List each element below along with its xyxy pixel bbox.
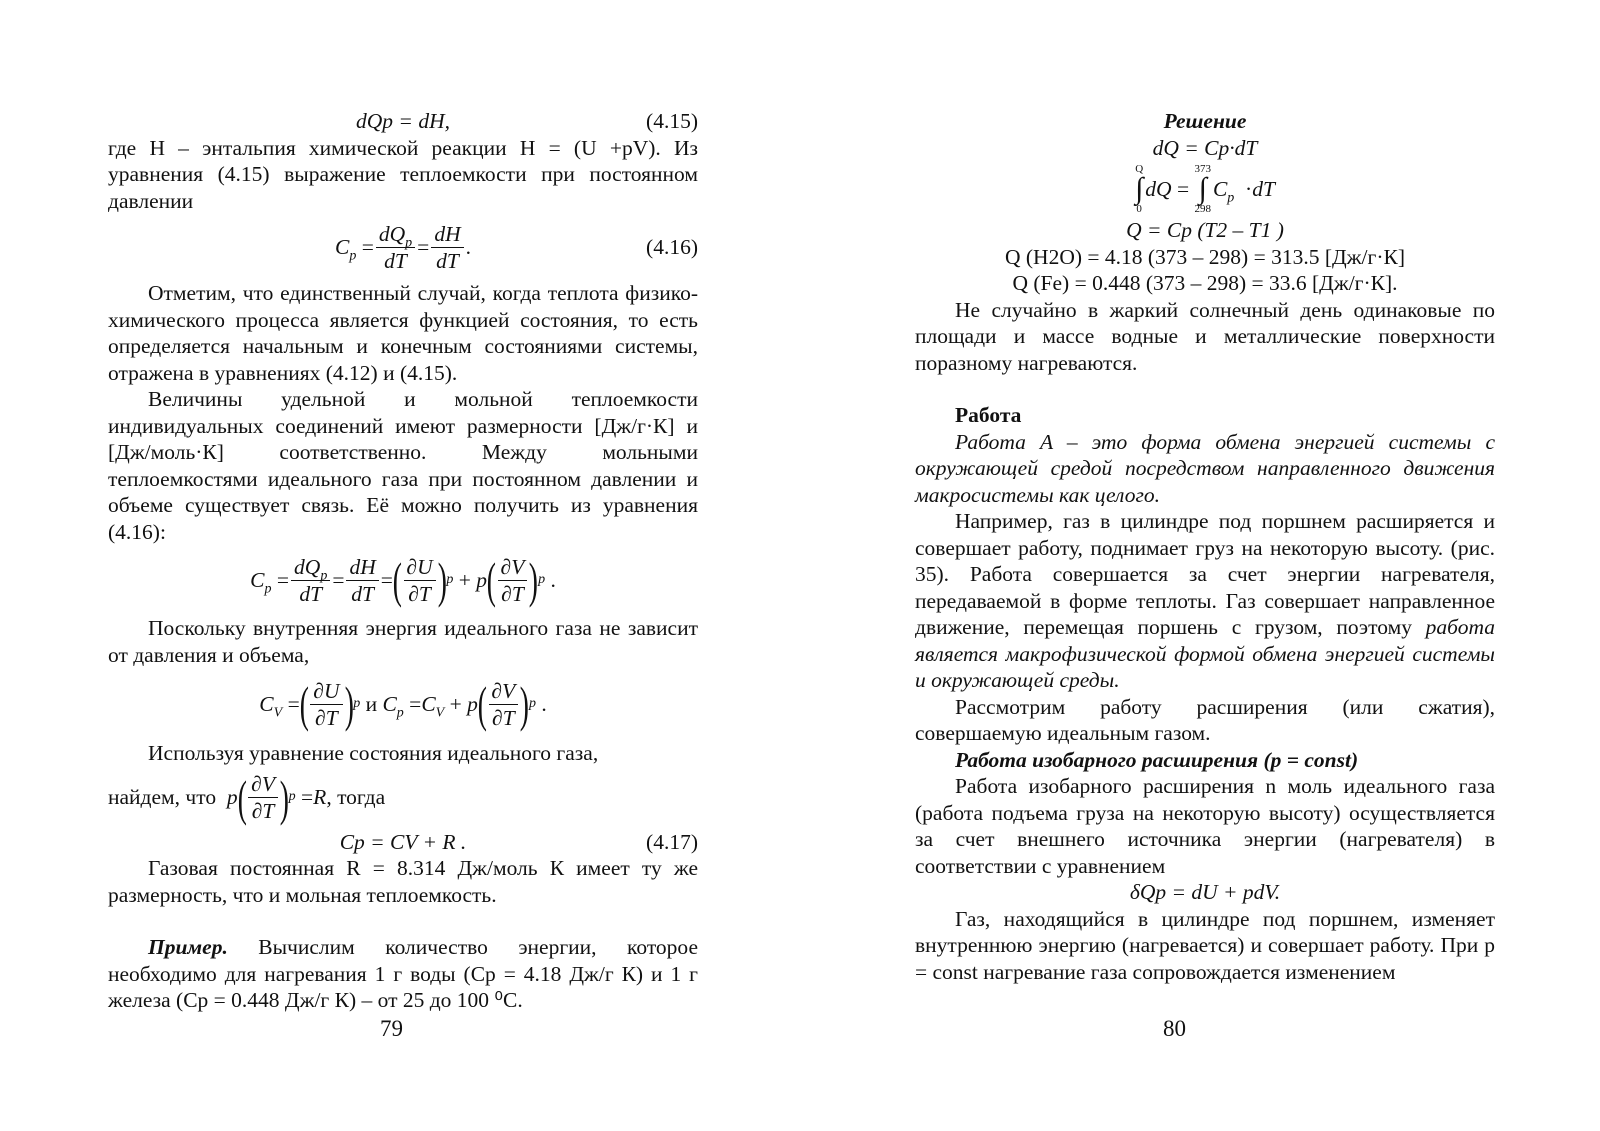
subsection-title-text: Работа изобарного расширения (p = const): [955, 747, 1359, 772]
equation-cp-derivation: $C_p$ = $\frac{dQ_p}{dT}$ = $\frac{dH}{dT}$ = ( $\frac{\partial U}{\partial T}$ ) p + p ( $\frac{\partial V}{\partial T}$ ) p .: [250, 552, 556, 608]
text: Например, газ в цилиндре под поршнем расширяется и совершает работу, поднимает груз на некоторую высоту. (рис. 35). Работа совершается за счет энергии нагревателя, передаваемой в форме теплоты. Газ совершает направленное движение, перемещая поршень с грузом, поэтому: [915, 509, 1495, 639]
example-label: Пример.: [148, 935, 228, 959]
int-lower-limit: 298: [1194, 203, 1211, 215]
paragraph: Поскольку внутренняя энергия идеального газа не зависит от давления и объема,: [108, 616, 698, 667]
equation-4-16: $C_p$ = $\frac{dQ_p}{dT}$ = $\frac{dH}{dT}$ . (4.16): [335, 221, 698, 273]
equation-water: Q (H2O) = 4.18 (373 – 298) = 313.5 [Дж/г·К]: [1005, 244, 1405, 269]
paragraph: где H – энтальпия химической реакции H = (U +pV). Из уравнения (4.15) выражение теплоемкости при постоянном давлении: [108, 135, 698, 213]
equation-4-15: [108, 108, 698, 135]
paragraph: [915, 508, 1495, 694]
equation-dq: dQ = Cp·dT: [1152, 135, 1258, 160]
solution-title-text: Решение: [1163, 109, 1247, 133]
eq-number: (4.17): [646, 829, 698, 854]
int-upper-limit: Q: [1135, 163, 1144, 175]
eq-number: (4.15): [646, 109, 698, 133]
paragraph: Не случайно в жаркий солнечный день одинаковые по площади и массе водные и металлические поверхности поразному нагреваются.: [915, 297, 1495, 375]
and-word: и: [365, 691, 378, 716]
equation-cv-cp: $C_V$ = ( $\frac{\partial U}{\partial T}$ ) p и $C_p$ = $C_V$ + p ( $\frac{\partial V}{\partial T}$ ) p .: [259, 676, 547, 732]
page-number-left: 79: [380, 1016, 403, 1041]
text: найдем, что: [108, 785, 217, 810]
eq-4-15-text: dQp = dH,: [356, 109, 450, 133]
paragraph: Газовая постоянная R = 8.314 Дж/моль К имеет ту же размерность, что и мольная теплоемкость.: [108, 856, 698, 907]
subsection-title: [915, 747, 1495, 774]
italic-text: работа является макрофизической формой обмена энергией системы и окружающей среды.: [915, 615, 1495, 692]
paragraph: Рассмотрим работу расширения (или сжатия), совершаемую идеальным газом.: [915, 694, 1495, 745]
eq-4-17-text: Cp = CV + R .: [339, 829, 467, 854]
equation-iron: Q (Fe) = 0.448 (373 – 298) = 33.6 [Дж/г·К].: [1012, 271, 1398, 295]
equation-integral: Q ∫ 0 dQ = 373 ∫ 298 $C_p$ · dT: [1135, 163, 1275, 215]
definition-paragraph: Работа A – это форма обмена энергией системы с окружающей средой посредством направленного движения макросистемы как целого.: [915, 429, 1495, 507]
eq-number: (4.16): [646, 235, 698, 259]
paragraph: Отметим, что единственный случай, когда теплота физико-химического процесса является функцией состояния, то есть определяется начальным и конечным состояниями системы, отражена в уравнениях (4.12) и (4.15).: [108, 281, 698, 385]
int-lower-limit: 0: [1136, 203, 1142, 215]
section-title: [915, 402, 1495, 429]
paragraph: Используя уравнение состояния идеального газа,: [148, 741, 599, 765]
equation-q: Q = Cp (T2 – T1 ): [1126, 218, 1284, 242]
page-number-right: 80: [1163, 1016, 1186, 1041]
int-upper-limit: 373: [1194, 163, 1211, 175]
text: , тогда: [326, 785, 386, 810]
paragraph: Величины удельной и мольной теплоемкости индивидуальных соединений имеют размерности [Дж/г·К] и [Дж/моль·К] соответственно. Между мольными теплоемкостями идеального газа при постоянном давлении и объеме существует связь. Её можно получить из уравнения (4.16):: [108, 387, 698, 544]
paragraph: Работа изобарного расширения n моль идеального газа (работа подъема груза на некоторую высоту) осуществляется за счет внешнего источника энергии (нагревателя) в соответствии с уравнением: [915, 774, 1495, 878]
left-page: [108, 108, 698, 1014]
equation-dqp: δQp = dU + pdV.: [1129, 880, 1281, 904]
equation-4-17: [108, 829, 698, 856]
section-title-text: Работа: [955, 403, 1022, 427]
ideal-gas-line: найдем, что p ( $\frac{\partial V}{\partial T}$ ) p = R , тогда: [108, 769, 386, 826]
solution-title: [915, 108, 1495, 135]
right-page: [915, 108, 1495, 985]
paragraph: Газ, находящийся в цилиндре под поршнем, изменяет внутреннюю энергию (нагревается) и совершает работу. При p = const нагревание газа сопровождается изменением: [915, 906, 1495, 984]
example-paragraph: [108, 934, 698, 1014]
example-text: Вычислим количество энергии, которое необходимо для нагревания 1 г воды (Cp = 4.18 Дж/г К) и 1 г железа (Cp = 0.448 Дж/г К) – от 25 до 100 ⁰С.: [108, 935, 698, 1012]
